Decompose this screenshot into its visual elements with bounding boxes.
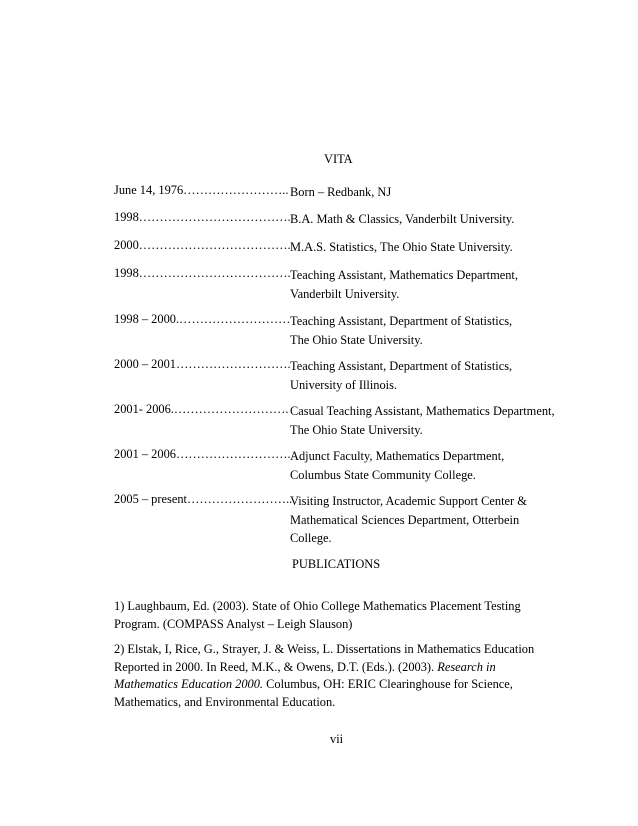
vita-heading: VITA: [324, 152, 353, 166]
entry-description: Casual Teaching Assistant, Mathematics Department, The Ohio State University.: [290, 404, 555, 437]
entry-description: Teaching Assistant, Department of Statistics, The Ohio State University.: [290, 314, 513, 347]
entry-date: 1998……………………………….: [114, 266, 291, 280]
publications-heading: PUBLICATIONS: [292, 557, 381, 571]
entry-description: Adjunct Faculty, Mathematics Department, Columbus State Community College.: [290, 449, 505, 482]
entry-date: 2001 – 2006……………………….: [114, 447, 291, 461]
entry-description: Born – Redbank, NJ: [290, 185, 392, 199]
entry-date: June 14, 1976……………………..: [114, 183, 289, 197]
entry-date: 1998 – 2000.………………………: [114, 312, 291, 326]
entry-date: 2001- 2006.……………………….: [114, 402, 289, 416]
entry-description: Teaching Assistant, Department of Statistics, University of Illinois.: [290, 359, 513, 392]
entry-description: Teaching Assistant, Mathematics Department, Vanderbilt University.: [290, 268, 518, 301]
entry-date: 1998……………………………….: [114, 210, 291, 224]
entry-description: Visiting Instructor, Academic Support Center & Mathematical Sciences Department, Otterbein College.: [290, 494, 527, 546]
entry-description: B.A. Math & Classics, Vanderbilt University.: [290, 212, 515, 226]
entry-date: 2000 – 2001……………………….: [114, 357, 291, 371]
page-number: vii: [330, 732, 344, 746]
entry-description: M.A.S. Statistics, The Ohio State University.: [290, 240, 513, 254]
publication-item: 2) Elstak, I, Rice, G., Strayer, J. & Weiss, L. Dissertations in Mathematics Education Reported in 2000. In Reed, M.K., & Owens, D.T. (Eds.). (2003). Research in Mathematics Education 2000. Columbus, OH: ERIC Clearinghouse for Science, Mathematics, and Environmental Education.: [114, 642, 535, 709]
entry-date: 2000……………………………….: [114, 238, 291, 252]
publication-item: 1) Laughbaum, Ed. (2003). State of Ohio College Mathematics Placement Testing Program. (COMPASS Analyst – Leigh Slauson): [114, 599, 521, 631]
entry-date: 2005 – present……………………..: [114, 492, 293, 506]
